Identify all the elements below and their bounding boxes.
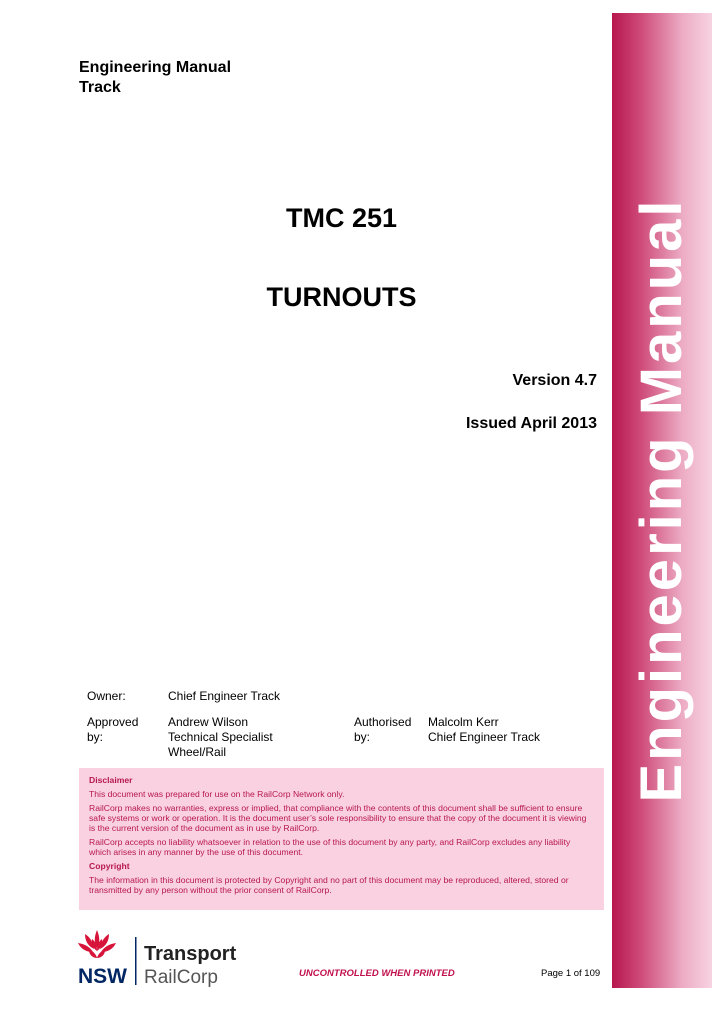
- approved-label: [87, 715, 138, 745]
- issued-date: Issued April 2013: [465, 415, 597, 432]
- disclaimer-paragraph-1: This document was prepared for use on the RailCorp Network only.: [89, 789, 345, 799]
- logo-railcorp-text: RailCorp: [144, 967, 218, 988]
- owner-value: Chief Engineer Track: [168, 689, 281, 703]
- nsw-transport-railcorp-logo: [75, 928, 250, 990]
- logo-transport-text: Transport: [144, 943, 237, 965]
- page-number: Page 1 of 109: [541, 968, 601, 979]
- manual-header-line2: Track: [79, 79, 121, 96]
- copyright-text: The information in this document is protected by Copyright and no part of this document may be reproduced, altered, stored or transmitted by any person without the prior consent of RailCorp.: [89, 875, 569, 895]
- manual-header: [79, 58, 231, 98]
- authorised-label-line1: Authorised: [354, 715, 412, 729]
- approved-role-line2: Wheel/Rail: [168, 745, 227, 759]
- authorised-name: Malcolm Kerr: [428, 715, 499, 729]
- disclaimer-paragraph-2: RailCorp makes no warranties, express or implied, that compliance with the contents of this document shall be sufficient to ensure safe systems or work or operation. It is the document user’s sole responsibility to ensure that the copy of the document it is viewing is the current version of the document as in use by RailCorp.: [89, 803, 587, 833]
- owner-label: Owner:: [87, 689, 126, 703]
- disclaimer-paragraph-3: RailCorp accepts no liability whatsoever in relation to the use of this document by any party, and RailCorp excludes any liability which arises in any manner by the use of this document.: [89, 837, 571, 857]
- logo-nsw-text: NSW: [78, 965, 127, 988]
- logo-divider: [135, 937, 137, 985]
- approved-name: Andrew Wilson: [168, 715, 249, 729]
- manual-header-line1: Engineering Manual: [79, 59, 232, 76]
- side-band-title: Engineering Manual: [629, 197, 694, 803]
- disclaimer-box: [79, 768, 604, 910]
- authorised-value: [428, 715, 540, 745]
- approved-value: [168, 715, 273, 760]
- document-code: TMC 251: [285, 203, 398, 233]
- disclaimer-heading: Disclaimer: [89, 775, 133, 785]
- uncontrolled-notice: UNCONTROLLED WHEN PRINTED: [299, 968, 455, 979]
- copyright-heading: Copyright: [89, 861, 130, 871]
- approved-label-line2: by:: [87, 730, 104, 744]
- authorised-label-line2: by:: [354, 730, 371, 744]
- waratah-flower-icon: [78, 930, 116, 958]
- version-label: Version 4.7: [512, 372, 597, 389]
- approved-label-line1: Approved: [87, 715, 139, 729]
- document-title: TURNOUTS: [266, 282, 417, 312]
- authorised-label: [354, 715, 411, 745]
- approved-role-line1: Technical Specialist: [168, 730, 273, 744]
- authorised-role: Chief Engineer Track: [428, 730, 541, 744]
